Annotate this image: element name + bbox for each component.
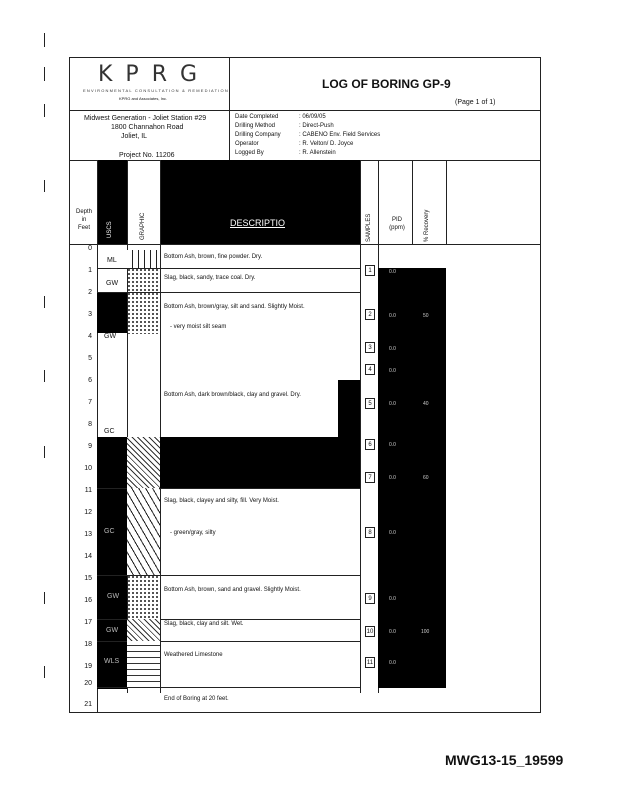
description-header: DESCRIPTIO: [230, 218, 286, 228]
log-fill: [338, 380, 360, 488]
margin-mark: [44, 296, 45, 308]
sample-number: 10: [365, 626, 375, 637]
info-label: Logged By: [235, 150, 264, 156]
pid-value: 0.0: [389, 401, 396, 407]
header-divider: [229, 57, 230, 160]
uscs-code: GW: [106, 627, 119, 634]
layer-description: - green/gray, silty: [170, 530, 216, 536]
graphic-header: GRAPHIC: [140, 212, 146, 240]
pid-value: 0.0: [389, 346, 396, 352]
depth-label: 17: [84, 619, 92, 626]
end-of-boring-note: End of Boring at 20 feet.: [164, 696, 229, 702]
site-city: Joliet, IL: [121, 133, 148, 140]
header-divider: [69, 110, 541, 111]
table-header-divider: [69, 244, 541, 245]
description-header-fill: [160, 160, 360, 244]
margin-mark: [44, 104, 45, 117]
info-value: : 06/09/05: [299, 114, 326, 120]
recovery-header: % Recovery: [424, 209, 430, 242]
sample-number: 6: [365, 439, 375, 450]
margin-mark: [44, 180, 45, 192]
info-label: Drilling Method: [235, 123, 276, 129]
depth-label: 4: [88, 333, 92, 340]
layer-description: Slag, black, clay and silt. Wet.: [164, 621, 244, 627]
layer-description: Weathered Limestone: [164, 652, 223, 658]
document-id: MWG13-15_19599: [445, 752, 564, 768]
pid-value: 0.0: [389, 475, 396, 481]
graphic-gw: [127, 268, 160, 292]
pid-value: 0.0: [389, 629, 396, 635]
col-divider: [360, 160, 361, 693]
graphic-gw: [127, 575, 160, 619]
graphic-wls: [127, 641, 160, 687]
log-fill: [127, 437, 360, 488]
depth-label: 1: [88, 267, 92, 274]
depth-label: 16: [84, 597, 92, 604]
info-label: Drilling Company: [235, 132, 281, 138]
site-address: 1800 Channahon Road: [111, 124, 184, 131]
kprg-logo: KPRG: [98, 62, 211, 87]
sample-number: 5: [365, 398, 375, 409]
pid-value: 0.0: [389, 596, 396, 602]
depth-header: Depth in Feet: [75, 209, 92, 231]
layer-description: Slag, black, clayey and silty, fill. Very Moist.: [164, 498, 279, 504]
sample-number: 2: [365, 309, 375, 320]
depth-label: 10: [84, 465, 92, 472]
uscs-code: GW: [107, 593, 120, 600]
depth-label: 9: [88, 443, 92, 450]
layer-description: Bottom Ash, brown, fine powder. Dry.: [164, 254, 263, 260]
uscs-header: USCS: [107, 221, 113, 238]
sample-number: 7: [365, 472, 375, 483]
uscs-code: WLS: [104, 658, 120, 665]
depth-label: 12: [84, 509, 92, 516]
sample-number: 4: [365, 364, 375, 375]
info-value: : R. Allenstein: [299, 150, 336, 156]
uscs-code: GC: [104, 428, 115, 435]
project-number: Project No. 11206: [119, 152, 175, 159]
pid-value: 0.0: [389, 442, 396, 448]
depth-label: 3: [88, 311, 92, 318]
layer-description: Slag, black, sandy, trace coal. Dry.: [164, 275, 256, 281]
depth-label: 18: [84, 641, 92, 648]
site-name: Midwest Generation - Joliet Station #29: [84, 115, 207, 122]
uscs-code: GC: [104, 528, 115, 535]
sample-number: 11: [365, 657, 375, 668]
margin-mark: [44, 67, 45, 81]
graphic-gw: [127, 619, 160, 641]
depth-label: 20: [84, 680, 92, 687]
uscs-code: ML: [107, 257, 117, 264]
margin-mark: [44, 370, 45, 382]
layer-boundary: [97, 687, 360, 688]
pid-header: PID (ppm): [389, 217, 405, 231]
info-value: : CABENO Env. Field Services: [299, 132, 381, 138]
depth-label: 5: [88, 355, 92, 362]
layer-description: Bottom Ash, dark brown/black, clay and gravel. Dry.: [164, 392, 301, 398]
recovery-value: 50: [423, 313, 429, 319]
pid-value: 0.0: [389, 530, 396, 536]
margin-mark: [44, 666, 45, 678]
info-value: : R. Velton/ D. Joyce: [299, 141, 354, 147]
info-label: Operator: [235, 141, 259, 147]
pid-value: 0.0: [389, 660, 396, 666]
sample-number: 9: [365, 593, 375, 604]
logo-subtitle: ENVIRONMENTAL CONSULTATION & REMEDIATION: [83, 88, 229, 93]
layer-description: Bottom Ash, brown, sand and gravel. Slightly Moist.: [164, 587, 301, 593]
page-title: LOG OF BORING GP-9: [322, 77, 451, 91]
depth-label: 19: [84, 663, 92, 670]
layer-description: - very moist silt seam: [170, 324, 227, 330]
pid-value: 0.0: [389, 313, 396, 319]
samples-header: SAMPLES: [366, 213, 372, 242]
uscs-code: GW: [104, 333, 117, 340]
depth-label: 13: [84, 531, 92, 538]
pid-value: 0.0: [389, 368, 396, 374]
depth-label: 11: [84, 487, 92, 494]
recovery-value: 100: [421, 629, 430, 635]
margin-mark: [44, 33, 45, 47]
depth-label: 8: [88, 421, 92, 428]
graphic-gc: [127, 437, 160, 488]
logo-tagline: KPRG and Associates, Inc.: [119, 96, 168, 101]
col-divider: [446, 160, 447, 244]
depth-label: 21: [84, 701, 92, 708]
sample-number: 3: [365, 342, 375, 353]
depth-label: 15: [84, 575, 92, 582]
recovery-value: 40: [423, 401, 429, 407]
depth-label: 14: [84, 553, 92, 560]
sample-number: 8: [365, 527, 375, 538]
recovery-value: 60: [423, 475, 429, 481]
info-label: Date Completed: [235, 114, 279, 120]
margin-mark: [44, 446, 45, 458]
col-divider: [412, 160, 413, 244]
layer-description: Bottom Ash, brown/gray, silt and sand. Slightly Moist.: [164, 304, 305, 310]
depth-label: 6: [88, 377, 92, 384]
depth-label: 0: [88, 245, 92, 252]
depth-label: 2: [88, 289, 92, 296]
margin-mark: [44, 592, 45, 604]
uscs-fill: [97, 293, 127, 333]
uscs-fill: [97, 437, 127, 689]
graphic-ml: [127, 250, 160, 268]
uscs-code: GW: [106, 280, 119, 287]
info-value: : Direct-Push: [299, 123, 334, 129]
page-number: (Page 1 of 1): [455, 99, 496, 106]
graphic-gc: [127, 488, 160, 575]
pid-value: 0.0: [389, 269, 396, 275]
sample-number: 1: [365, 265, 375, 276]
col-divider: [160, 160, 161, 693]
depth-label: 7: [88, 399, 92, 406]
graphic-gw: [127, 292, 160, 334]
